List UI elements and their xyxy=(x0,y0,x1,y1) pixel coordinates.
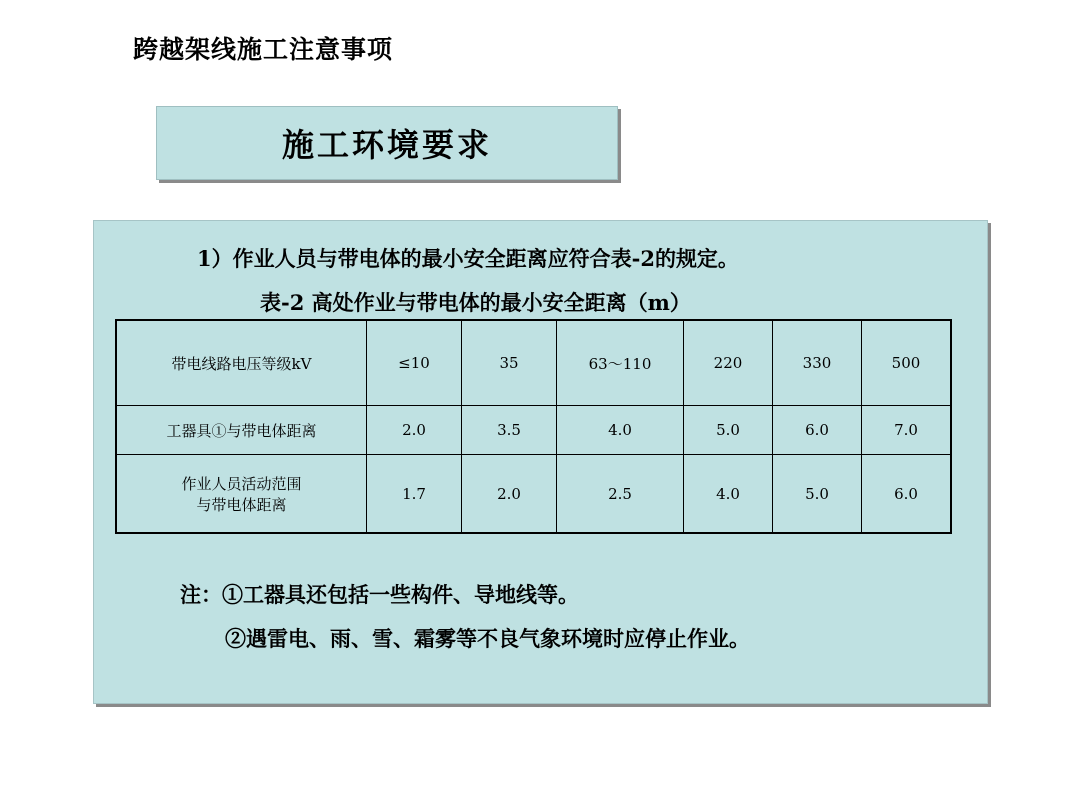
table-row xyxy=(116,455,951,534)
section-heading: 施工环境要求 xyxy=(281,126,492,164)
value-cell: 7.0 xyxy=(862,406,952,455)
row-label-cell xyxy=(116,455,367,534)
voltage-cell: 500 xyxy=(862,320,952,406)
value-cell: 1.7 xyxy=(367,455,462,534)
value-cell: 2.0 xyxy=(462,455,557,534)
value-cell: 2.5 xyxy=(557,455,684,534)
value-cell: 6.0 xyxy=(773,406,862,455)
value-cell: 2.0 xyxy=(367,406,462,455)
section-heading-box xyxy=(156,106,618,180)
value-cell: 4.0 xyxy=(557,406,684,455)
note-text: 注：①工器具还包括一些构件、导地线等。 xyxy=(180,582,579,607)
table-header-row xyxy=(116,320,951,406)
row-label-line: 与带电体距离 xyxy=(196,495,287,514)
note-text: ②遇雷电、雨、雪、霜雾等不良气象环境时应停止作业。 xyxy=(225,626,750,651)
value-cell: 5.0 xyxy=(773,455,862,534)
row-label-cell: 工器具①与带电体距离 xyxy=(116,406,367,455)
voltage-cell: 63～110 xyxy=(557,320,684,406)
voltage-cell: 330 xyxy=(773,320,862,406)
table-row xyxy=(116,406,951,455)
safety-distance-table xyxy=(115,319,952,534)
content-panel xyxy=(93,220,988,704)
table-caption: 表-2 高处作业与带电体的最小安全距离（m） xyxy=(260,290,691,315)
header-label-cell: 带电线路电压等级kV xyxy=(116,320,367,406)
voltage-cell: 220 xyxy=(684,320,773,406)
voltage-cell: 35 xyxy=(462,320,557,406)
value-cell: 5.0 xyxy=(684,406,773,455)
voltage-cell: ≤10 xyxy=(367,320,462,406)
value-cell: 6.0 xyxy=(862,455,952,534)
intro-text: 1）作业人员与带电体的最小安全距离应符合表-2的规定。 xyxy=(197,246,739,271)
value-cell: 4.0 xyxy=(684,455,773,534)
value-cell: 3.5 xyxy=(462,406,557,455)
row-label-line: 作业人员活动范围 xyxy=(181,474,302,493)
page-title: 跨越架线施工注意事项 xyxy=(133,35,394,64)
